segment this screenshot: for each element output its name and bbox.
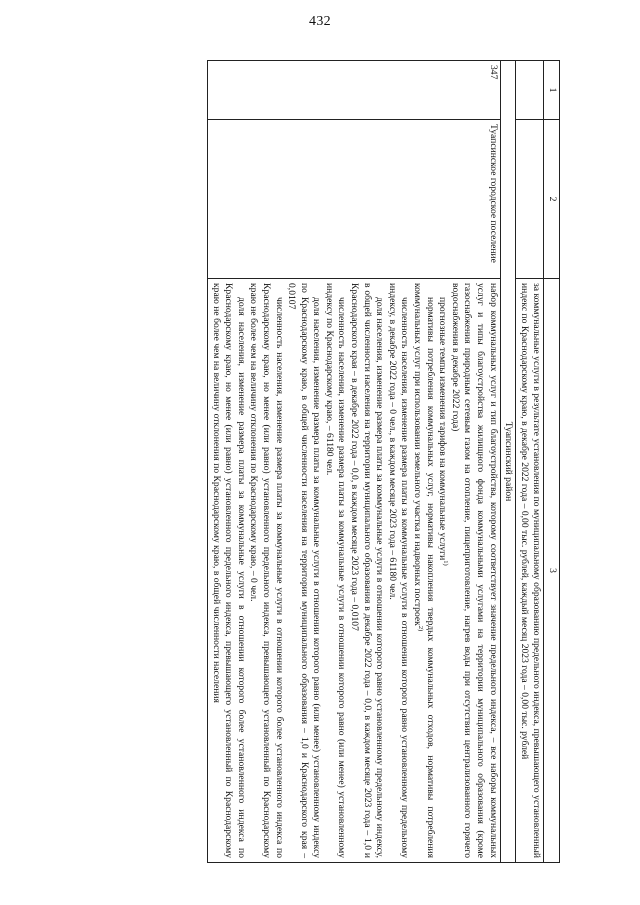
region-row <box>500 61 516 863</box>
footnote-mark: 2) <box>417 625 425 632</box>
table-header-row <box>544 61 560 863</box>
detail-paragraph <box>322 283 347 858</box>
detail-paragraph <box>285 283 323 858</box>
footnote-mark: 1) <box>442 560 450 566</box>
row-details <box>207 279 500 863</box>
continued-row <box>516 61 544 863</box>
rotated-table-content <box>80 60 560 858</box>
paragraph-text: доля населения, изменение размера платы за коммунальные услуги в отношении которого равно установленному предельному индексу, в общей численности населения на территории муниципального образования в декабре 2022 года – 0,0, в каждом месяце 2023 года – 1,0 и Краснодарского края – в декабре 2022 года – 0,0, в каждом месяце 2023 года – 0,0107 <box>349 283 386 858</box>
detail-paragraph <box>348 283 386 858</box>
continued-row-text <box>516 279 544 863</box>
detail-paragraph <box>410 283 435 858</box>
document-table <box>207 60 560 863</box>
paragraph-text: прогнозные темпы изменения тарифов на коммунальные услуги <box>437 297 449 561</box>
paragraph-text: численность населения, изменение размера платы за коммунальные услуги в отношении которого равно (или менее) установленному индексу по Краснодарскому краю, – 61180 чел. <box>323 283 348 858</box>
paragraph-text: численность населения, изменение размера платы за коммунальные услуги в отношении которого равно установленному предельному индексу, в декабре 2022 года – 0 чел., в каждом месяце 2023 года – 61180 чел. <box>386 283 411 858</box>
paragraph-text: набор коммунальных услуг и тип благоустройства, которому соответствует значение предельного индекса, – все наборы коммунальных услуг и типы благоустройства жилищного фонда коммунальными услугами на территории муниципального образования (кроме газоснабжения природным сетевым газом на отопление, пищеприготовление, нагрев воды при отсутствии централизованного горячего водоснабжения в декабре 2022 года) <box>449 283 499 858</box>
region-heading: Туапсинский район <box>500 61 516 863</box>
paragraph-text: нормативы потребления коммунальных услуг, нормативы накопления твердых коммунальных отходов, нормативы потребления коммунальных услуг при использовании земельного участка и надворных построек <box>412 283 436 858</box>
header-col-1: 1 <box>544 61 560 120</box>
page-number: 432 <box>309 14 331 29</box>
paragraph-text: численность населения, изменение размера платы за коммунальные услуги в отношении которого более установленного индекса по Краснодарскому краю, но менее (или равно) установленного предельного индекса, превышающего установленный по Краснодарскому краю не более чем на величину отклонения по Краснодарскому краю, – 0 чел. <box>248 283 285 858</box>
paragraph-text: доля населения, изменение размера платы за коммунальные услуги в отношении которого равно (или менее) установленному индексу по Краснодарскому краю, в общей численности населения на территории муниципального образования – 1,0 и Краснодарского края – 0,0107 <box>286 283 323 858</box>
detail-paragraph <box>436 283 449 858</box>
detail-paragraph <box>209 283 247 858</box>
row-municipality-name: Туапсинское городское поселение <box>207 120 500 279</box>
detail-paragraph <box>385 283 410 858</box>
paragraph-text: доля населения, изменение размера платы за коммунальные услуги в отношении которого более установленного индекса по Краснодарскому краю, но менее (или равно) установленного предельного индекса, превышающего установленный по Краснодарскому краю не более чем на величину отклонения по Краснодарскому краю, в общей численности населения <box>210 283 247 858</box>
header-col-2: 2 <box>544 120 560 279</box>
header-col-3: 3 <box>544 279 560 863</box>
continued-row-number <box>516 61 544 120</box>
detail-paragraph <box>448 283 498 858</box>
detail-paragraph <box>247 283 285 858</box>
continued-paragraph: за коммунальные услуги в результате установления по муниципальному образованию предельного индекса, превышающего установленный индекс по Краснодарскому краю, в декабре 2022 года – 0,00 тыс. рублей, каждый месяц 2023 года – 0,00 тыс. рублей <box>518 283 543 858</box>
row-number: 347 <box>207 61 500 120</box>
rotated-table-area <box>80 60 560 858</box>
continued-row-name <box>516 120 544 279</box>
table-row <box>207 61 500 863</box>
